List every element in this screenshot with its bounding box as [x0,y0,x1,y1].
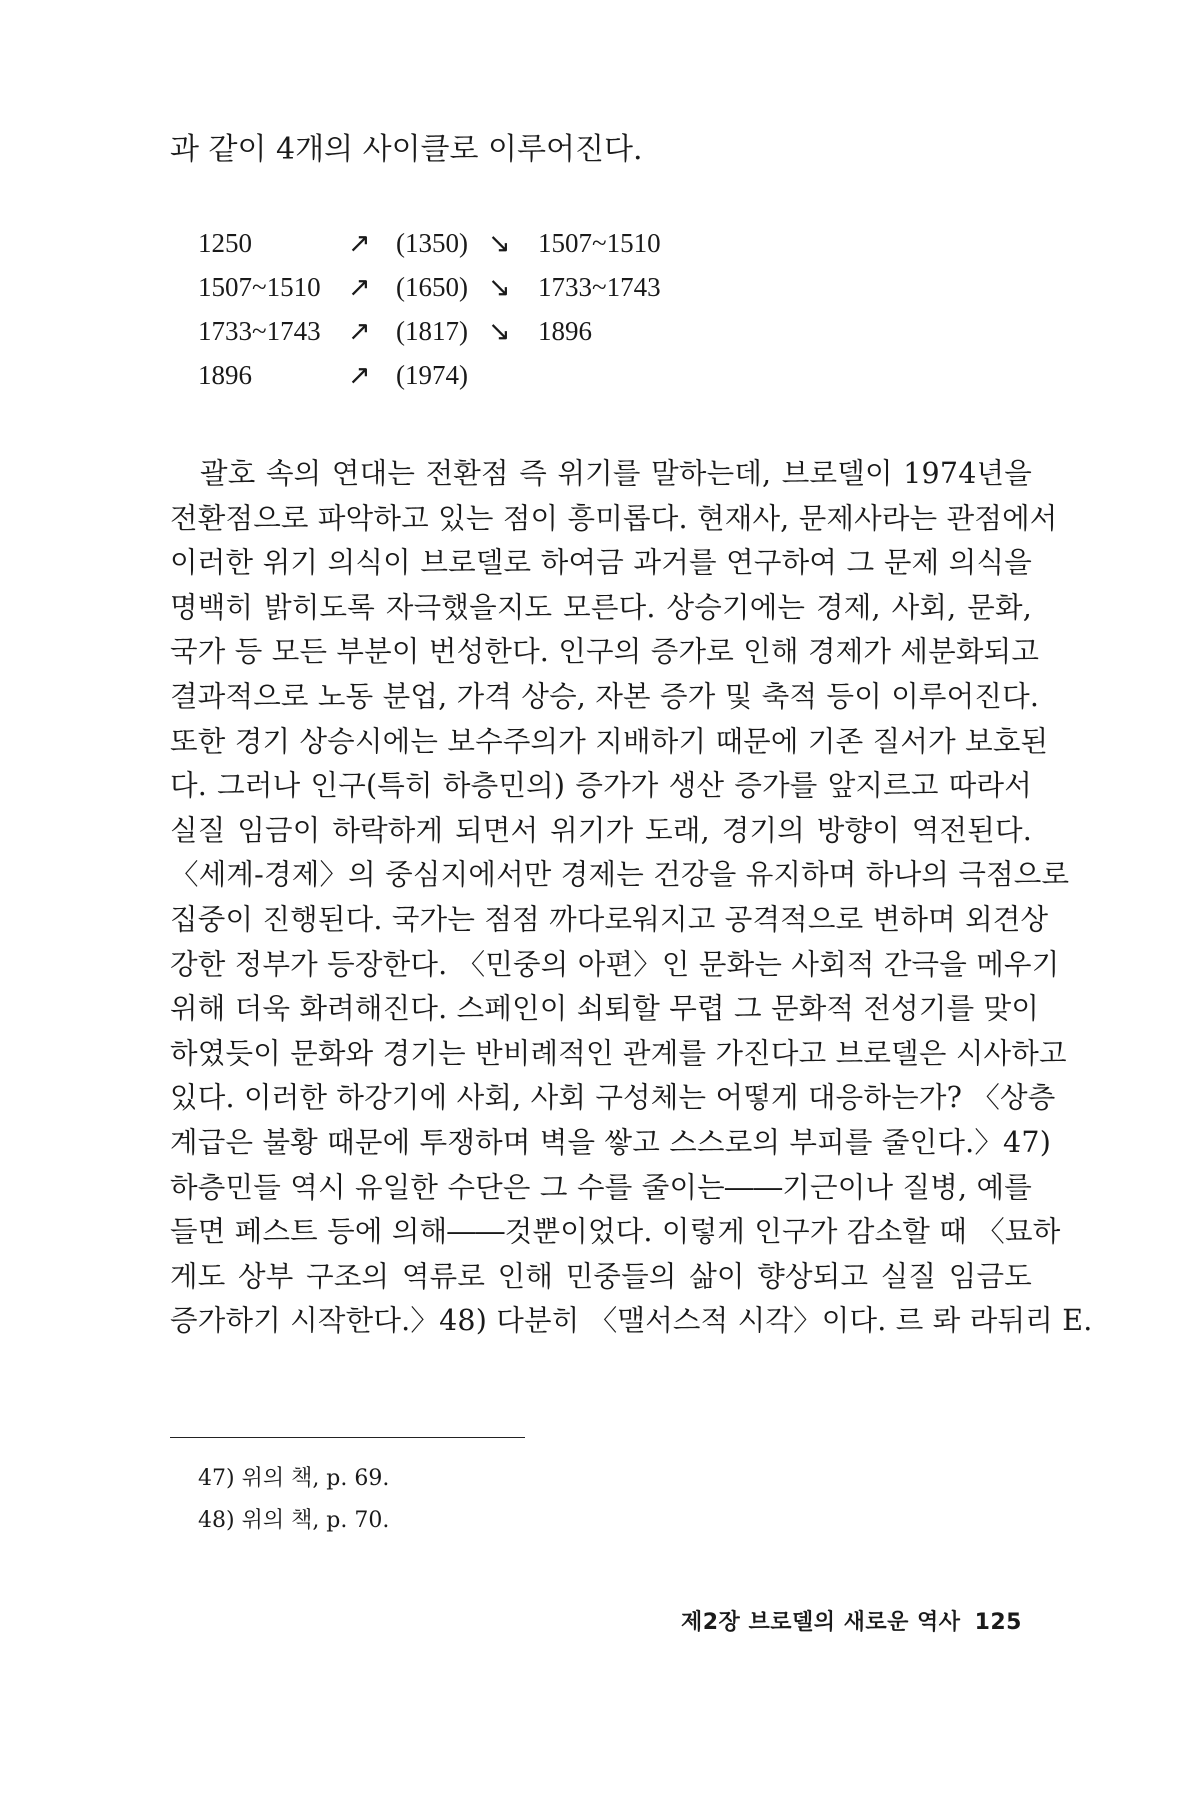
text-line: 다. 그러나 인구(특히 하층민의) 증가가 생산 증가를 앞지르고 따라서 [170,769,1032,803]
text-line: 결과적으로 노동 분업, 가격 상승, 자본 증가 및 축적 등이 이루어진다. [170,679,1040,713]
body-paragraph [170,452,1093,1344]
cycle-start: 1507~1510 [198,272,321,302]
chapter-title: 제2장 브로델의 새로운 역사 [681,1610,961,1635]
up-arrow-icon: ↗ [348,316,371,346]
text-line: 또한 경기 상승시에는 보수주의가 지배하기 때문에 기존 질서가 보호된 [170,724,1049,758]
text-line: 이러한 위기 의식이 브로델로 하여금 과거를 연구하여 그 문제 의식을 [170,546,1032,580]
cycle-turning-point: (1350) [396,228,468,258]
text-line: 게도 상부 구조의 역류로 인해 민중들의 삶이 향상되고 실질 임금도 [170,1259,1032,1293]
text-line: 있다. 이러한 하강기에 사회, 사회 구성체는 어떻게 대응하는가? 〈상층 [170,1081,1056,1115]
cycle-turning-point: (1974) [396,360,468,390]
footnote-divider [170,1437,525,1438]
text-line: 들면 페스트 등에 의해――것뿐이었다. 이렇게 인구가 감소할 때 〈묘하 [170,1215,1061,1249]
text-line: 하층민들 역시 유일한 수단은 그 수를 줄이는――기근이나 질병, 예를 [170,1170,1032,1204]
down-arrow-icon: ↘ [488,316,511,346]
text-line: 증가하기 시작한다.〉48) 다분히 〈맬서스적 시각〉이다. 르 롸 라뒤리 E. [170,1304,1093,1338]
up-arrow-icon: ↗ [348,272,371,302]
text-line: 실질 임금이 하락하게 되면서 위기가 도래, 경기의 방향이 역전된다. [170,813,1032,847]
footnote-47: 47) 위의 책, p. 69. [198,1466,390,1491]
cycle-end: 1507~1510 [538,228,661,258]
text-line: 괄호 속의 연대는 전환점 즉 위기를 말하는데, 브로델이 1974년을 [200,457,1032,490]
text-line: 위해 더욱 화려해진다. 스페인이 쇠퇴할 무렵 그 문화적 전성기를 맞이 [170,992,1040,1026]
cycle-end: 1733~1743 [538,272,661,302]
cycle-start: 1733~1743 [198,316,321,346]
up-arrow-icon: ↗ [348,228,371,258]
cycle-start: 1250 [198,228,252,258]
text-line: 강한 정부가 등장한다. 〈민중의 아편〉인 문화는 사회적 간극을 메우기 [170,947,1060,981]
text-line: 국가 등 모든 부분이 번성한다. 인구의 증가로 인해 경제가 세분화되고 [170,635,1040,669]
cycle-end: 1896 [538,316,592,346]
footnotes [198,1458,389,1542]
text-line: 전환점으로 파악하고 있는 점이 흥미롭다. 현재사, 문제사라는 관점에서 [170,501,1058,535]
running-footer [681,1605,1022,1636]
text-line: 〈세계-경제〉의 중심지에서만 경제는 건강을 유지하며 하나의 극점으로 [170,858,1070,892]
text-line: 집중이 진행된다. 국가는 점점 까다로워지고 공격적으로 변하며 외견상 [170,902,1049,936]
cycle-turning-point: (1817) [396,316,468,346]
up-arrow-icon: ↗ [348,360,371,390]
text-line: 계급은 불황 때문에 투쟁하며 벽을 쌓고 스스로의 부피를 줄인다.〉47) [170,1125,1052,1159]
cycle-start: 1896 [198,360,252,390]
page-number: 125 [974,1610,1022,1635]
cycle-turning-point: (1650) [396,272,468,302]
text-line: 하였듯이 문화와 경기는 반비례적인 관계를 가진다고 브로델은 시사하고 [170,1036,1067,1070]
footnote-48: 48) 위의 책, p. 70. [198,1508,390,1533]
text-line: 명백히 밝히도록 자극했을지도 모른다. 상승기에는 경제, 사회, 문화, [170,590,1032,624]
down-arrow-icon: ↘ [488,228,511,258]
intro-line: 과 같이 4개의 사이클로 이루어진다. [170,132,643,167]
down-arrow-icon: ↘ [488,272,511,302]
